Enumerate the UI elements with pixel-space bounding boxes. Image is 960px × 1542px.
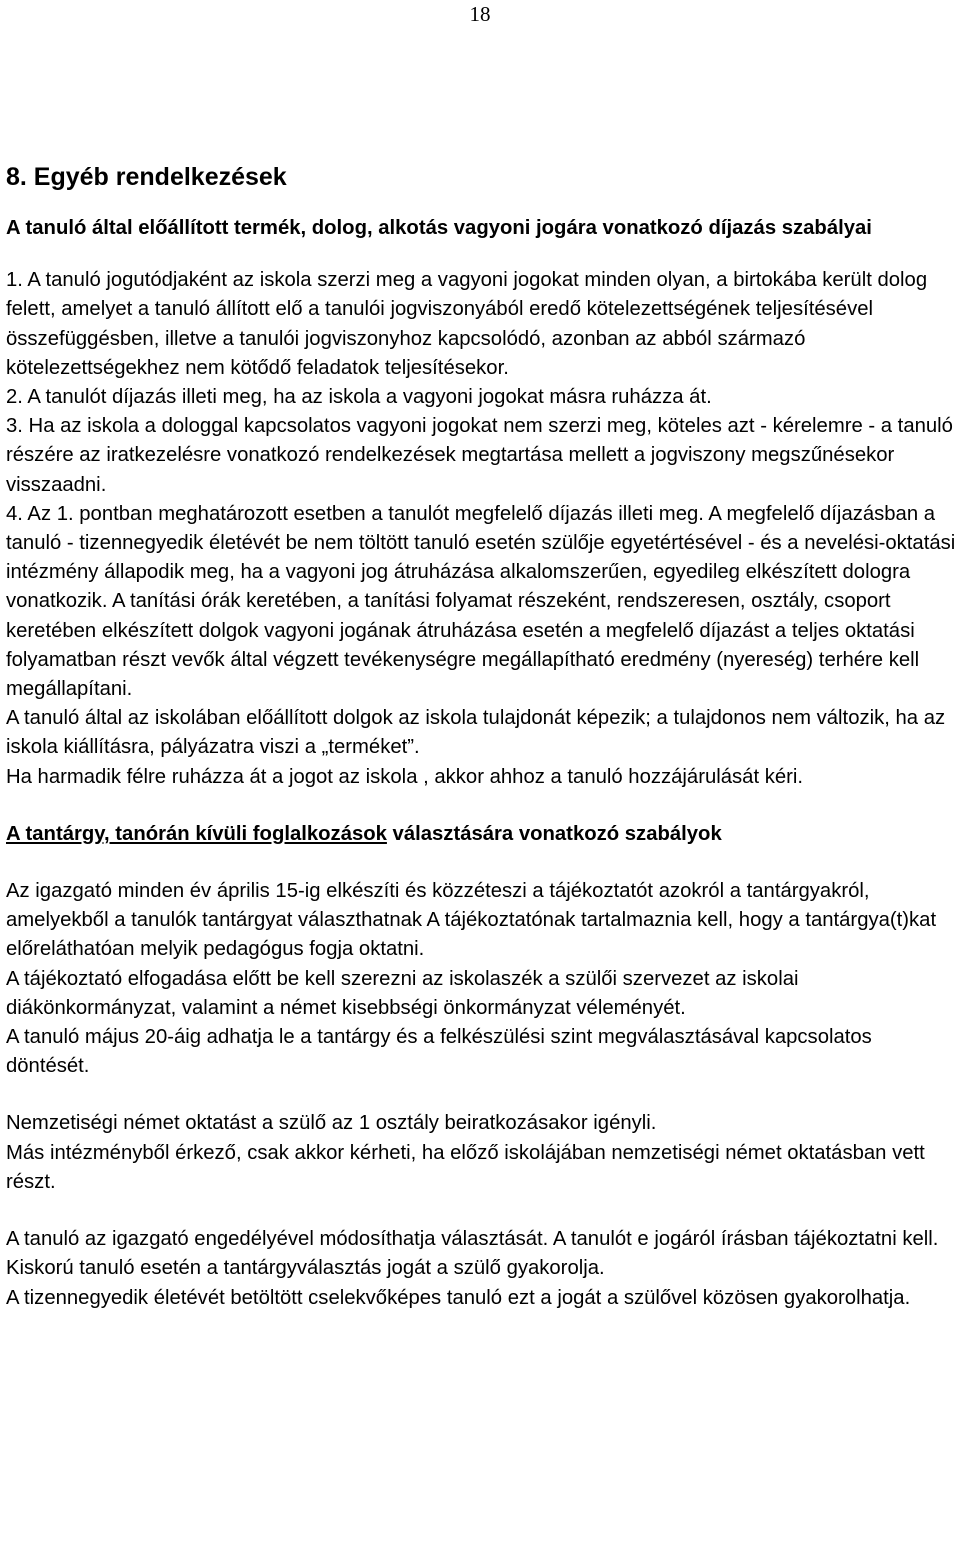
paragraph-rule-3: 3. Ha az iskola a dologgal kapcsolatos vagyoni jogokat nem szerzi meg, köteles azt - kérelemre - a tanuló részére az iratkezelésre vonatkozó rendelkezések megtartása mellett a jogviszony megszűnésekor visszaadni.: [6, 415, 953, 496]
paragraph-student-decision: A tanuló május 20-áig adhatja le a tantárgy és a felkészülési szint megválasztásával kapcsolatos döntését.: [6, 1026, 872, 1078]
paragraph-rule-2: 2. A tanulót díjazás illeti meg, ha az iskola a vagyoni jogokat másra ruházza át.: [6, 386, 712, 409]
paragraph-transfer-student: Más intézményből érkező, csak akkor kérheti, ha előző iskolájában nemzetiségi német oktatásban vett részt.: [6, 1141, 925, 1193]
paragraph-third-party: Ha harmadik félre ruházza át a jogot az iskola , akkor ahhoz a tanuló hozzájárulását kéri.: [6, 765, 804, 788]
section2-heading-rest: választására vonatkozó szabályok: [386, 822, 722, 845]
section-subtitle: A tanuló által előállított termék, dolog, alkotás vagyoni jogára vonatkozó díjazás szabályai: [6, 217, 872, 239]
paragraph-german-request: Nemzetiségi német oktatást a szülő az 1 osztály beiratkozásakor igényli.: [6, 1112, 657, 1135]
paragraph-info-approval: A tájékoztató elfogadása előtt be kell szerezni az iskolaszék a szülői szervezet az iskolai diákönkormányzat, valamint a német kisebbségi önkormányzat véleményét.: [6, 967, 799, 1019]
paragraph-ownership: A tanuló által az iskolában előállított dolgok az iskola tulajdonát képezik; a tulajdonos nem változik, ha az iskola kiállításra, pályázatra viszi a „terméket”.: [6, 707, 946, 759]
spacer: [6, 792, 956, 820]
spacer: [6, 849, 956, 877]
paragraph-rule-1: 1. A tanuló jogutódjaként az iskola szerzi meg a vagyoni jogokat minden olyan, a birtokába került dolog felett, amelyet a tanuló állított elő a tanulói jogviszonyából eredő kötelezettségének teljesítésével összefüggésben, illetve a tanulói jogviszonyhoz kapcsolódó, azonban az abból származó kötelezettségekhez nem kötődő feladatok teljesítésekor.: [6, 269, 928, 379]
page-number: 18: [469, 2, 491, 26]
spacer: [6, 1197, 956, 1225]
section2-heading: [6, 820, 956, 849]
section-title: 8. Egyéb rendelkezések: [6, 163, 287, 191]
paragraph-over-fourteen: A tizennegyedik életévét betöltött cselekvőképes tanuló ezt a jogát a szülővel közösen gyakorolhatja.: [6, 1286, 911, 1309]
paragraph-rule-4: 4. Az 1. pontban meghatározott esetben a tanulót megfelelő díjazás illeti meg. A megfelelő díjazásban a tanuló - tizennegyedik életévét be nem töltött tanuló esetén szülője egyetértésével - és a nevelési-oktatási intézmény állapodik meg, ha a vagyoni jog átruházása alkalomszerűen, egyedileg elkészített dologra vonatkozik. A tanítási órák keretében, a tanítási folyamat részeként, rendszeresen, osztály, csoport keretében elkészített dolgok vagyoni jogának átruházása esetén a megfelelő díjazást a teljes oktatási folyamatban részt vevők által végzett tevékenységre megállapítható eredmény (nyereség) terhére kell megállapítani.: [6, 502, 956, 701]
paragraph-modify-choice: A tanuló az igazgató engedélyével módosíthatja választását. A tanulót e jogáról írásban tájékoztatni kell.: [6, 1228, 939, 1251]
document-body: [6, 160, 956, 1313]
paragraph-info-deadline: Az igazgató minden év április 15-ig elkészíti és közzéteszi a tájékoztatót azokról a tantárgyakról, amelyekből a tanulók tantárgyat választhatnak A tájékoztatónak tartalmaznia kell, hogy a tantárgya(t)kat előreláthatóan melyik pedagógus fogja oktatni.: [6, 880, 937, 961]
section2-heading-underlined: A tantárgy, tanórán kívüli foglalkozások: [6, 822, 387, 845]
spacer: [6, 1081, 956, 1109]
paragraph-minor-student: Kiskorú tanuló esetén a tantárgyválasztás jogát a szülő gyakorolja.: [6, 1257, 605, 1280]
